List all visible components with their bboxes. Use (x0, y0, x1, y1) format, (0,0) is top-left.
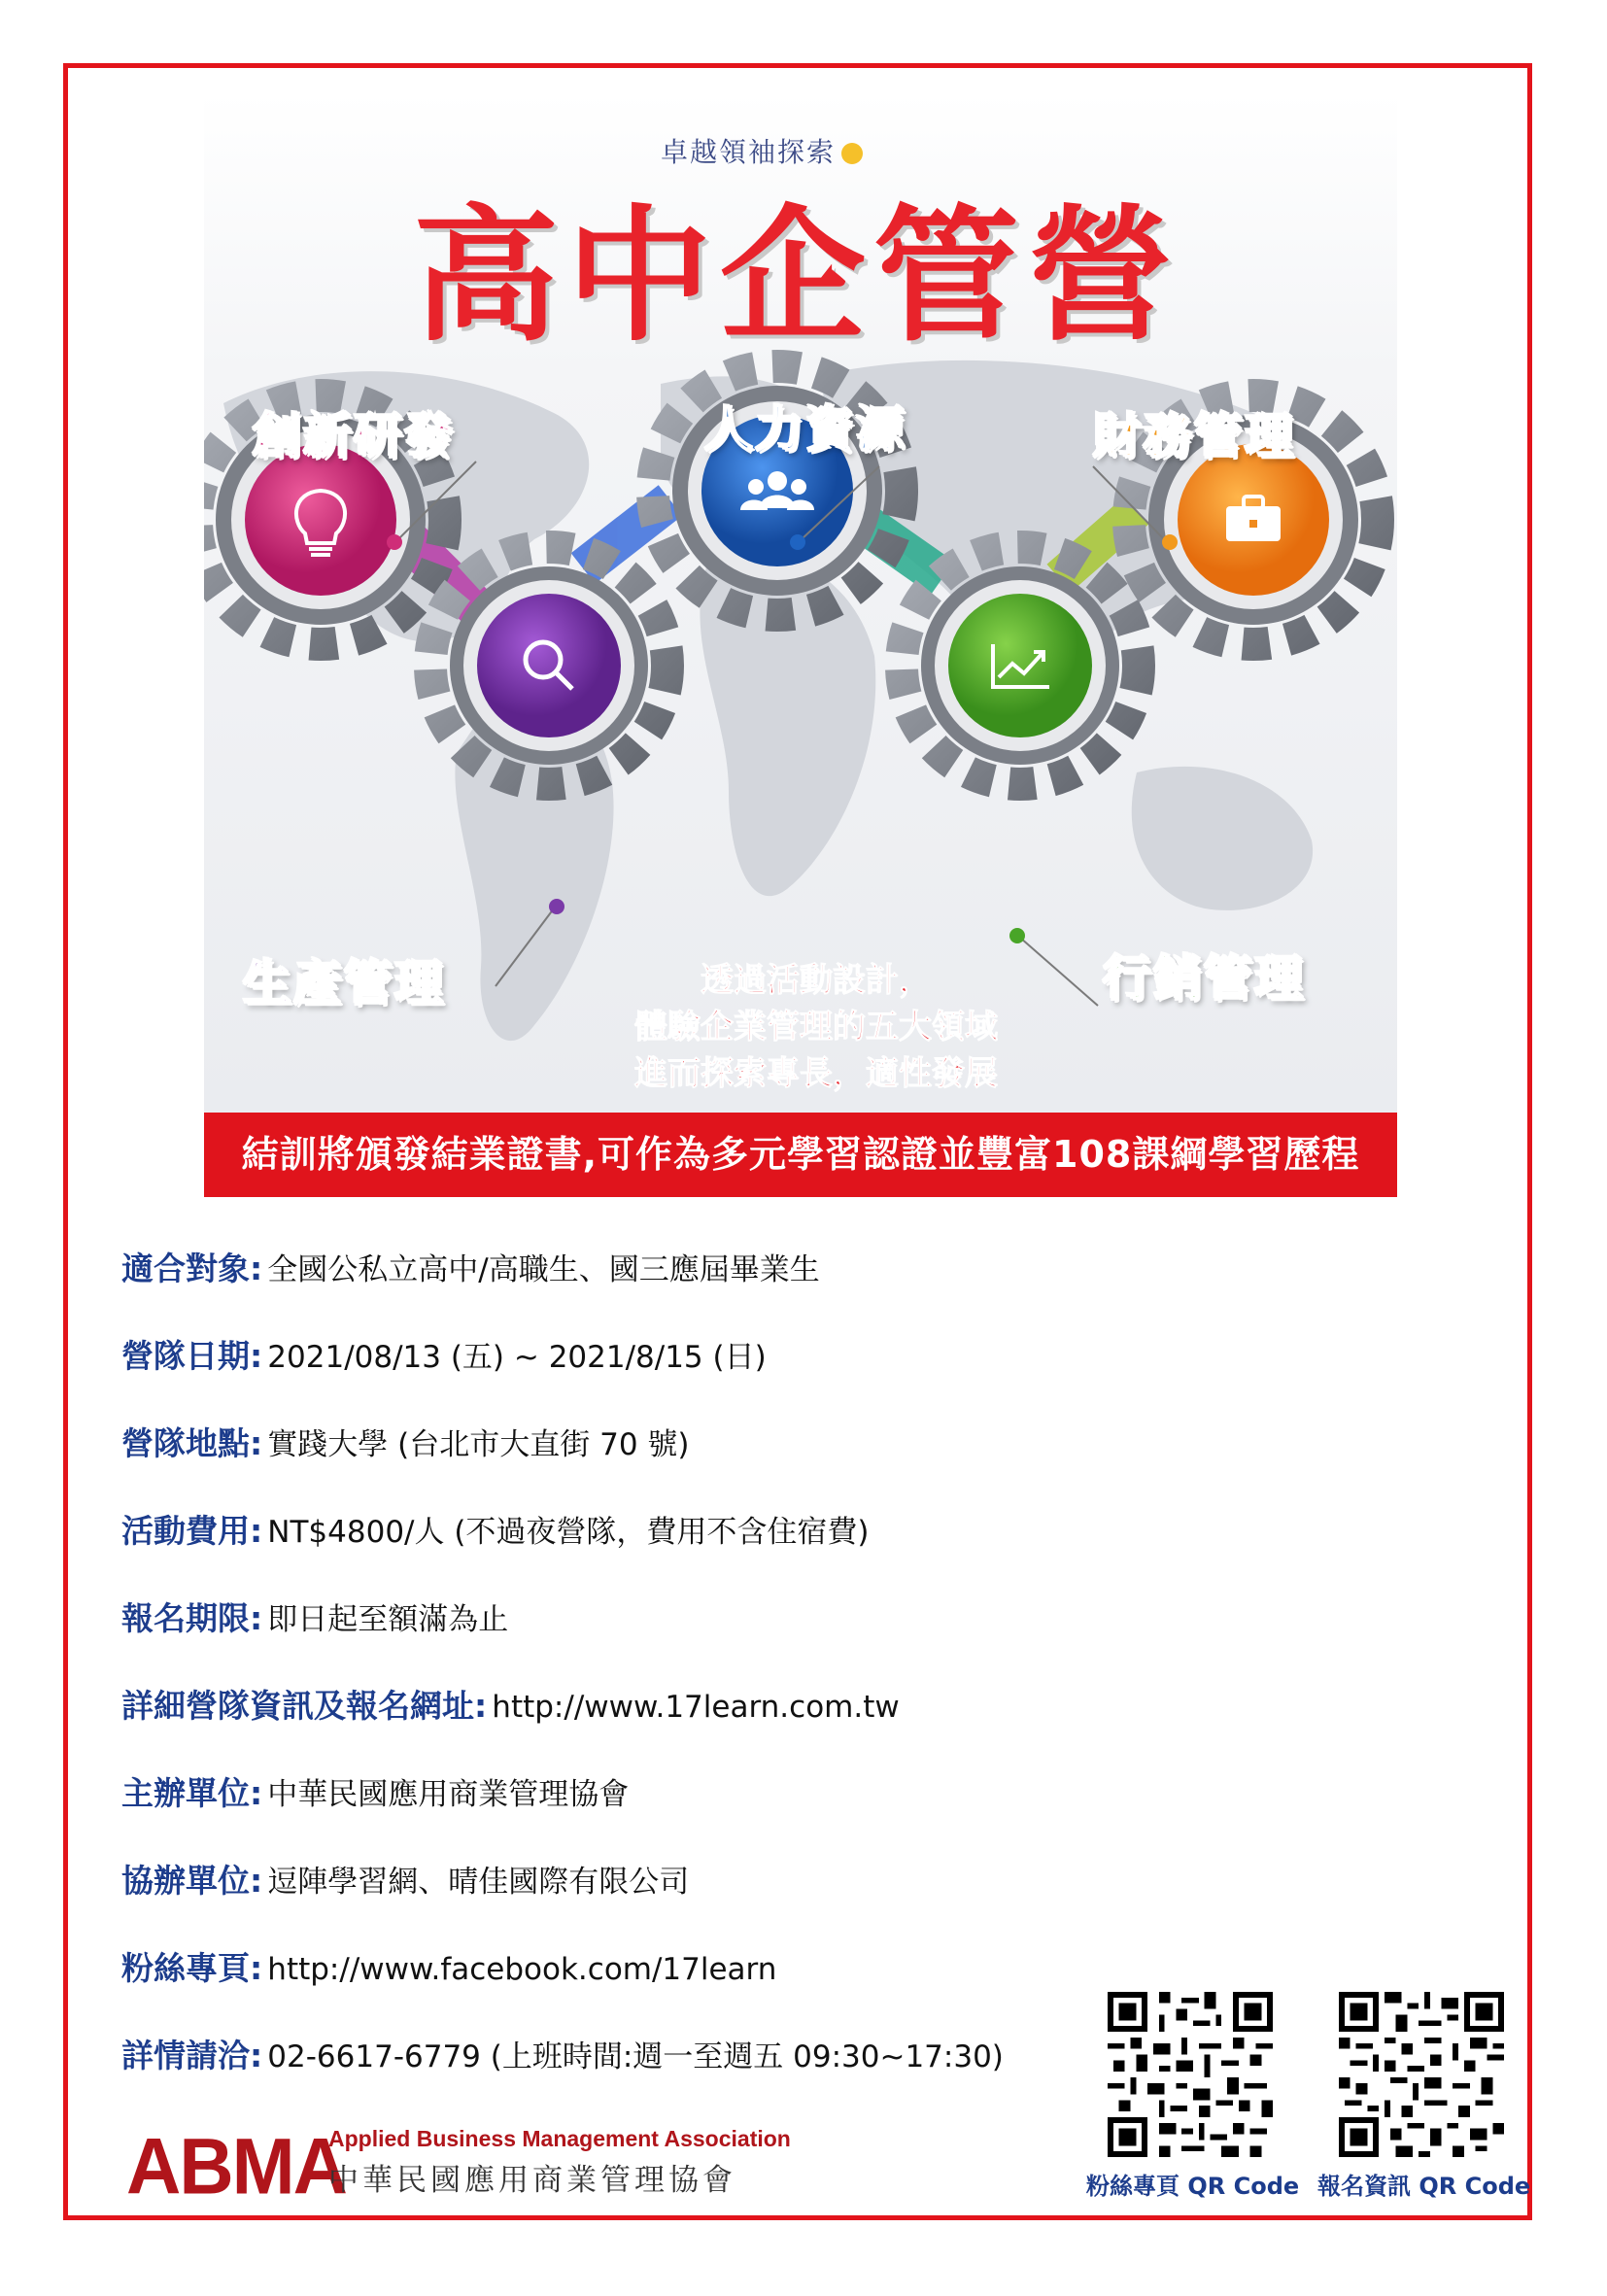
info-row-venue (121, 1419, 690, 1477)
info-value: 逗陣學習網、晴佳國際有限公司 (267, 1865, 690, 1900)
poster-image (204, 92, 1397, 1197)
info-value: 全國公私立高中/高職生、國三應屆畢業生 (267, 1252, 820, 1287)
info-value: 2021/08/13 (五) ~ 2021/8/15 (日) (267, 1340, 767, 1375)
logo-chinese-name: 中華民國應用商業管理協會 (328, 2163, 736, 2198)
fanpage-link[interactable]: http://www.facebook.com/17learn (267, 1952, 777, 1987)
info-label: 主辦單位: (121, 1774, 263, 1812)
field-label-rd: 創新研發 (253, 408, 455, 464)
description-line: 體驗企業管理的五大領域 (634, 1008, 998, 1046)
info-label: 活動費用: (121, 1512, 263, 1550)
logo-abbreviation: ABMA (126, 2120, 346, 2211)
info-label: 詳細營隊資訊及報名網址: (121, 1687, 488, 1725)
info-label: 營隊日期: (121, 1337, 263, 1375)
poster-subtitle: 卓越領袖探索 (661, 131, 863, 170)
info-label: 粉絲專頁: (121, 1949, 263, 1987)
info-value: 02-6617-6779 (上班時間:週一至週五 09:30~17:30) (267, 2039, 1004, 2074)
info-row-coorganizer (121, 1856, 689, 1914)
field-label-finance: 財務管理 (1093, 408, 1295, 464)
info-value: 實踐大學 (台北市大直街 70 號) (267, 1427, 690, 1462)
poster-title: 高中企管營 (412, 192, 1180, 361)
field-label-marketing: 行銷管理 (1103, 950, 1305, 1007)
field-label-production: 生產管理 (243, 955, 445, 1011)
signup-qr-code[interactable] (1339, 1992, 1504, 2157)
website-link[interactable]: http://www.17learn.com.tw (492, 1690, 900, 1725)
info-value: 中華民國應用商業管理協會 (267, 1777, 630, 1812)
info-row-fanpage (121, 1943, 776, 2002)
info-row-organizer (121, 1768, 629, 1827)
certificate-banner: 結訓將頒發結業證書,可作為多元學習認證並豐富108課綱學習歷程 (204, 1113, 1397, 1197)
fanpage-qr-caption: 粉絲專頁 QR Code (1086, 2173, 1300, 2200)
info-label: 適合對象: (121, 1250, 263, 1287)
info-label: 詳情請洽: (121, 2037, 263, 2074)
info-label: 報名期限: (121, 1599, 263, 1637)
description-line: 進而探索專長，適性發展 (634, 1054, 998, 1093)
poster-description (573, 957, 1059, 1097)
info-row-dates (121, 1331, 767, 1389)
field-label-hr: 人力資源 (704, 401, 906, 458)
info-row-website (121, 1681, 900, 1739)
info-row-target (121, 1244, 820, 1302)
info-row-deadline (121, 1593, 508, 1652)
info-value: NT$4800/人 (不過夜營隊，費用不含住宿費) (267, 1515, 870, 1550)
signup-qr-caption: 報名資訊 QR Code (1317, 2173, 1531, 2200)
fanpage-qr-code[interactable] (1108, 1992, 1273, 2157)
info-label: 營隊地點: (121, 1424, 263, 1462)
info-value: 即日起至額滿為止 (267, 1602, 509, 1637)
description-line: 透過活動設計， (701, 961, 932, 1000)
info-row-fee (121, 1506, 870, 1564)
info-label: 協辦單位: (121, 1862, 263, 1900)
info-row-contact (121, 2031, 1004, 2089)
logo-english-name: Applied Business Management Association (328, 2126, 791, 2151)
